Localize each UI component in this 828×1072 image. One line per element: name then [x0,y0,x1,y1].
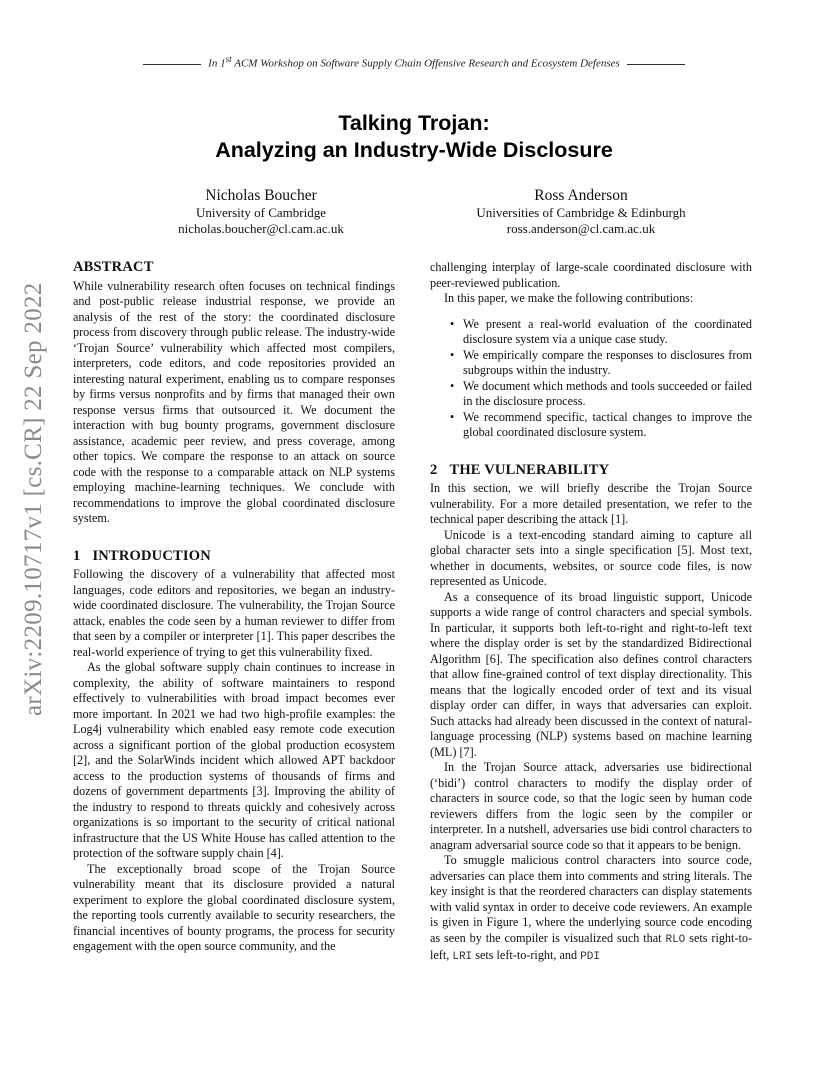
paragraph: Unicode is a text-encoding standard aiming to capture all global character sets into a single specification [5]. Most text, whether in documents, websites, or source code files, is now represented as Unicode. [430,527,752,588]
arxiv-stamp: arXiv:2209.10717v1 [cs.CR] 22 Sep 2022 [20,282,47,716]
paragraph: Following the discovery of a vulnerability that affected most languages, code editors and repositories, we began an industry-wide coordinated disclosure. The vulnerability, the Trojan Source attack, enables the code seen by a human reviewer to differ from that seen by a compiler or interpreter [1]. This paper describes the real-world experience of trying to get this vulnerability fixed. [73,567,395,659]
paragraph: In this paper, we make the following contributions: [444,291,694,305]
venue-rule-left [143,64,201,65]
author-affiliation: Universities of Cambridge & Edinburgh [476,205,686,220]
author-email: ross.anderson@cl.cam.ac.uk [506,221,656,236]
section-heading [73,549,395,565]
paper-title [0,110,828,164]
code-rlo: RLO [665,933,686,946]
section-title: INTRODUCTION [92,547,211,564]
section-heading [430,463,752,479]
section-title: THE VULNERABILITY [449,461,610,478]
paragraph: The exceptionally broad scope of the Trojan Source vulnerability meant that its disclosure provided a natural experiment to explore the global coordinated disclosure system, the reporting tools currently available to security researchers, the financial incentives of bounty programs, the process for security engagement with the open source community, and the [73,861,395,953]
title-line-2: Analyzing an Industry-Wide Disclosure [215,138,613,162]
paragraph: In this section, we will briefly describe the Trojan Source vulnerability. For a more detailed presentation, we refer to the technical paper describing the attack [1]. [430,481,752,526]
title-line-1: Talking Trojan: [338,111,490,135]
paragraph-text: To smuggle malicious control characters into source code, adversaries can place them into comments and string literals. The key insight is that the reordered characters can display statements with valid syntax in order to deceive code reviewers. An example is given in Figure 1, where the underlying source code encoding as seen by the compiler is visualized such that [430,853,752,945]
paragraph-with-code [430,853,752,966]
list-item: • We present a real-world evaluation of the coordinated disclosure system via a unique case study. [450,317,752,348]
venue-rule-right [627,64,685,65]
section-number: 2 [430,461,438,478]
venue-text: ACM Workshop on Software Supply Chain Offensive Research and Ecosystem Defenses [231,57,620,70]
paragraph-text: sets left-to-right, and [472,948,581,962]
author-block-2 [450,186,712,237]
author-affiliation: University of Cambridge [196,205,326,220]
paragraph: challenging interplay of large-scale coordinated disclosure with peer-reviewed publication. [430,260,752,290]
author-name: Ross Anderson [534,187,628,204]
left-column [73,260,395,955]
venue-prefix: In 1 [208,57,226,70]
author-name: Nicholas Boucher [205,187,317,204]
list-item: • We recommend specific, tactical changes to improve the global coordinated disclosure system. [450,410,752,441]
code-lri: LRI [452,951,473,963]
paragraph: In the Trojan Source attack, adversaries use bidirectional (‘bidi’) control characters to modify the display order of characters in source code, so that the logic seen by human code reviewers differs from the logic seen by the compiler or interpreter. In a nutshell, adversaries use bidi control characters to anagram adversarial source code so that it appears to be benign. [430,760,752,852]
contributions-list [430,317,752,441]
list-item: • We document which methods and tools succeeded or failed in the disclosure process. [450,379,752,410]
right-column [430,260,752,966]
venue-header [0,54,828,70]
venue-sup: st [225,54,232,64]
list-item: • We empirically compare the responses to disclosures from subgroups within the industry. [450,348,752,379]
abstract-heading: ABSTRACT [73,259,154,275]
code-pdi: PDI [580,951,600,963]
abstract-text: While vulnerability research often focuses on technical findings and post-public release industrial response, we provide an analysis of the rest of the story: the coordinated disclosure process from discovery through public release. The industry-wide ‘Trojan Source’ vulnerability which affected most compilers, interpreters, code editors, and code repositories provided an interesting natural experiment, enabling us to compare responses by firms versus nonprofits and by firms that managed their own response versus firms that outsourced it. We document the interaction with bug bounty programs, government disclosure assistance, academic peer review, and press coverage, among other topics. We compare the response to an attack on source code with the response to a comparable attack on NLP systems employing machine-learning techniques. We conclude with recommendations to improve the global coordinated disclosure system. [73,278,395,525]
paragraph: As a consequence of its broad linguistic support, Unicode supports a wide range of control characters and special symbols. In particular, it supports both left-to-right and right-to-left text where the display order is set by the standardized Bidirectional Algorithm [6]. The specification also defines control characters that allow fine-grained control of text display directionality. This means that the logically encoded order of text and its visual display order can differ, in ways that adversaries can exploit. Such attacks had already been discussed in the context of natural-language processing (NLP) systems based on machine learning (ML) [7]. [430,589,752,759]
author-block-1 [130,186,392,237]
paragraph: As the global software supply chain continues to increase in complexity, the ability of software maintainers to respond effectively to vulnerabilities with broad impact becomes ever more important. In 2021 we had two high-profile examples: the Log4j vulnerability which enabled easy remote code execution across a significant portion of the global production ecosystem [2], and the SolarWinds incident which allowed APT backdoor access to the production systems of thousands of firms and dozens of government departments [3]. Improving the ability of the industry to respond to threats quickly and cohesively across organizations is so important to the security of critical national infrastructure that the US White House has called attention to the protection of the software supply chain [4]. [73,660,395,860]
section-number: 1 [73,547,81,564]
author-email: nicholas.boucher@cl.cam.ac.uk [178,221,344,236]
paragraph-text: sets right-to-left, [430,930,752,962]
